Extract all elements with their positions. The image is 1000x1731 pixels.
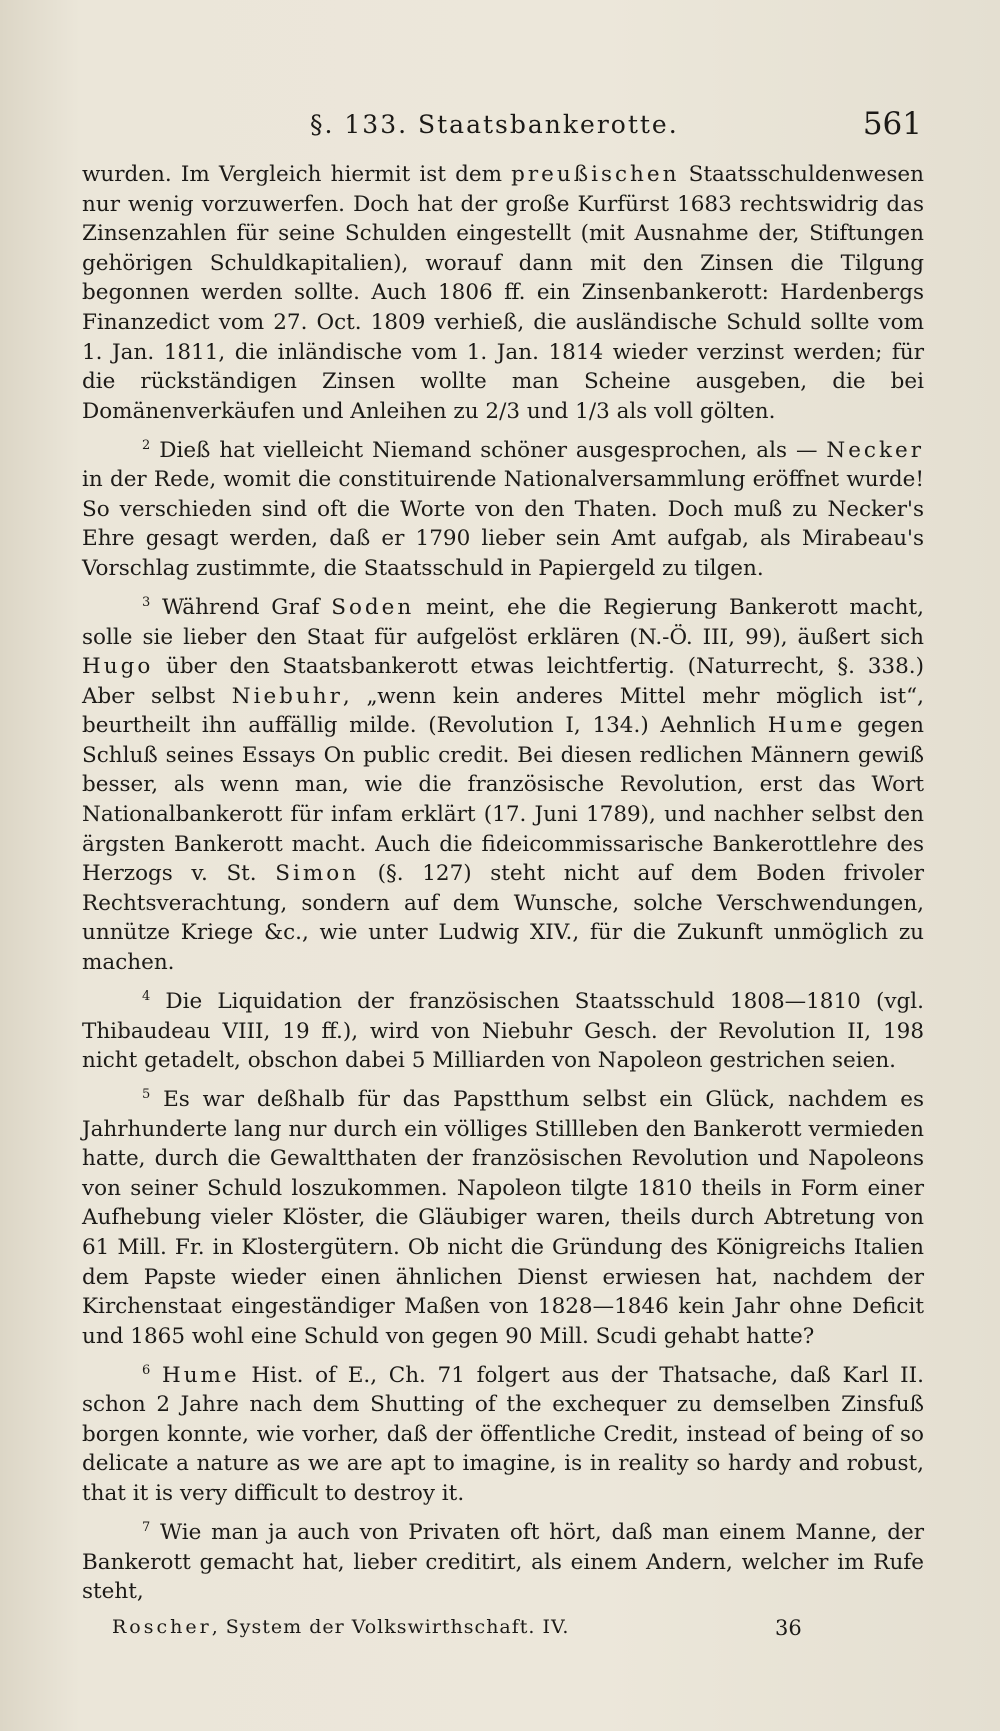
text-segment: Während Graf	[150, 594, 332, 620]
page-header	[0, 106, 1000, 150]
footnote-7	[82, 1518, 924, 1607]
spaced-emphasis: Hume	[767, 713, 846, 739]
page-footer	[0, 1616, 1000, 1646]
body-text	[82, 160, 924, 1616]
spaced-emphasis: Soden	[331, 594, 415, 620]
running-title: §. 133. Staatsbankerotte.	[310, 110, 679, 139]
text-segment: Die Liquidation der französischen Staatsschuld 1808—1810 (vgl. Thibaudeau VIII, 19 ff.), wird von Niebuhr Gesch. der Revolution II, 198 nicht getadelt, obschon dabei 5 Milliarden von Napoleon gestrichen seien.	[82, 988, 924, 1074]
footnote-marker: 2	[142, 437, 151, 453]
text-segment: wurden. Im Vergleich hiermit ist dem	[82, 162, 512, 187]
paragraph-continuation	[82, 160, 924, 426]
footnote-6	[82, 1361, 924, 1509]
text-segment: Hist. of E., Ch. 71 folgert aus der Thatsache, daß Karl II. schon 2 Jahre nach dem Shutting of the exchequer zu demselben Zinsfuß borgen konnte, wie vorher, daß der öffentliche Credit, instead of being of so delicate a nature as we are apt to imagine, is in reality so hardy and robust, that it is very difficult to destroy it.	[82, 1362, 924, 1507]
text-segment: Es war deßhalb für das Papstthum selbst ein Glück, nachdem es Jahrhunderte lang nur durch ein völliges Stillleben den Bankerott vermieden hatte, durch die Gewaltthaten der französischen Revolution und Napoleons von seiner Schuld loszukommen. Napoleon tilgte 1810 theils in Form einer Aufhebung vieler Klöster, die Gläubiger waren, theils durch Abtretung von 61 Mill. Fr. in Klostergütern. Ob nicht die Gründung des Königreichs Italien dem Papste wieder einen ähnlichen Dienst erwiesen hat, nachdem der Kirchenstaat eingeständiger Maßen von 1828—1846 kein Jahr ohne Deficit und 1865 wohl eine Schuld von gegen 90 Mill. Scudi gehabt hatte?	[82, 1087, 924, 1349]
spaced-emphasis: Hume	[161, 1362, 240, 1388]
text-segment: Dieß hat vielleicht Niemand schöner ausgesprochen, als —	[150, 437, 827, 463]
text-segment	[150, 1363, 162, 1388]
footer-author: Roscher	[112, 1616, 212, 1638]
fraction: 1/3	[575, 398, 610, 424]
footnote-4	[82, 987, 924, 1076]
footnote-marker: 6	[142, 1362, 151, 1378]
text-segment: in der Rede, womit die constituirende Nationalversammlung eröffnet wurde! So verschieden sind oft die Worte von den Thaten. Doch muß zu Necker's Ehre gesagt werden, daß er 1790 lieber sein Amt aufgab, als Mirabeau's Vorschlag zustimmte, die Staatsschuld in Papiergeld zu tilgen.	[82, 467, 924, 582]
text-segment: gegen Schluß seines Essays On public credit. Bei diesen redlichen Männern gewiß besser, als wenn man, wie die französische Revolution, erst das Wort Nationalbankerott für infam erklärt (17. Juni 1789), und nachher selbst den ärgsten Bankerott macht. Auch die fideicommissarische Bankerottlehre des Herzogs v. St.	[82, 713, 924, 887]
text-segment: und	[520, 398, 576, 424]
signature-mark: 36	[775, 1616, 802, 1640]
text-segment: meint, ehe die Regierung Bankerott macht, solle sie lieber den Staat für aufgelöst erklären (N.-Ö. III, 99), äußert sich	[82, 594, 924, 650]
spaced-emphasis: Hugo	[82, 654, 154, 680]
text-segment: über den Staatsbankerott etwas leichtfertig. (Naturrecht, §. 338.) Aber selbst	[82, 654, 924, 709]
spaced-emphasis: Necker	[826, 437, 924, 463]
text-segment: , „wenn kein anderes Mittel mehr möglich ist“, beurtheilt ihn auffällig milde. (Revolution I, 134.) Aehnlich	[82, 683, 924, 739]
footnote-marker: 3	[142, 594, 151, 610]
spaced-emphasis: Simon	[275, 861, 360, 887]
footer-citation	[112, 1616, 569, 1638]
footnote-2	[82, 436, 924, 584]
footer-title: , System der Volkswirthschaft. IV.	[211, 1616, 570, 1638]
footnote-3	[82, 593, 924, 978]
text-segment: Wie man ja auch von Privaten oft hört, daß man einem Manne, der Bankerott gemacht hat, lieber creditirt, als einem Andern, welcher im Rufe steht,	[82, 1519, 924, 1605]
footnote-marker: 7	[142, 1519, 151, 1535]
spaced-emphasis: preußischen	[511, 162, 680, 187]
page-number: 561	[862, 106, 922, 142]
footnote-marker: 4	[142, 988, 151, 1004]
text-segment: Staatsschuldenwesen nur wenig vorzuwerfen. Doch hat der große Kurfürst 1683 rechtswidrig das Zinsenzahlen für seine Schulden eingestellt (mit Ausnahme der, Stiftungen gehörigen Schuldkapitalien), worauf dann mit den Zinsen die Tilgung begonnen werden sollte. Auch 1806 ff. ein Zinsenbankerott: Hardenbergs Finanzedict vom 27. Oct. 1809 verhieß, die ausländische Schuld sollte vom 1. Jan. 1811, die inländische vom 1. Jan. 1814 wieder verzinst werden; für die rückständigen Zinsen wollte man Scheine ausgeben, die bei Domänenverkäufen und Anleihen zu	[82, 162, 924, 424]
fraction: 2/3	[485, 398, 521, 424]
text-segment: (§. 127) steht nicht auf dem Boden frivoler Rechtsverachtung, sondern auf dem Wunsche, solche Verschwendungen, unnütze Kriege &c., wie unter Ludwig XIV., für die Zukunft unmöglich zu machen.	[82, 861, 924, 976]
footnote-marker: 5	[142, 1087, 151, 1102]
footnote-5	[82, 1085, 924, 1351]
text-segment: als voll gölten.	[609, 398, 776, 424]
spaced-emphasis: Niebuhr	[231, 683, 343, 709]
